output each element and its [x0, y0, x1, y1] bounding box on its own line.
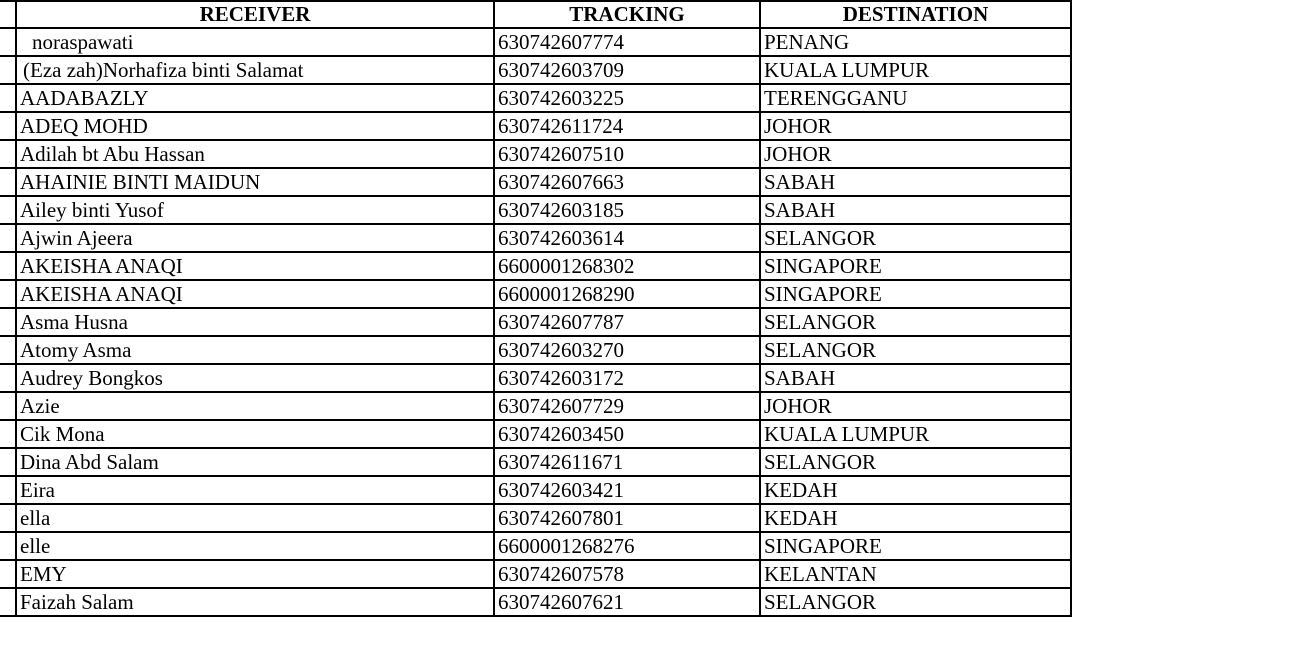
header-row	[0, 1, 1071, 28]
receiver-cell: noraspawati	[16, 28, 494, 56]
tracking-cell: 6600001268276	[494, 532, 760, 560]
receiver-cell: Azie	[16, 392, 494, 420]
destination-cell: SELANGOR	[760, 588, 1071, 616]
row-stub-cell	[0, 336, 16, 364]
row-stub-cell	[0, 504, 16, 532]
row-stub-cell	[0, 196, 16, 224]
receiver-cell: AKEISHA ANAQI	[16, 280, 494, 308]
table-row	[0, 532, 1071, 560]
destination-cell: KEDAH	[760, 504, 1071, 532]
table-row	[0, 392, 1071, 420]
row-stub-cell	[0, 140, 16, 168]
table-row	[0, 504, 1071, 532]
destination-cell: SINGAPORE	[760, 532, 1071, 560]
tracking-cell: 630742603614	[494, 224, 760, 252]
tracking-cell: 630742607621	[494, 588, 760, 616]
table-row	[0, 280, 1071, 308]
tracking-cell: 630742607510	[494, 140, 760, 168]
tracking-cell: 630742611671	[494, 448, 760, 476]
row-stub-cell	[0, 588, 16, 616]
destination-cell: SABAH	[760, 364, 1071, 392]
receiver-cell: ADEQ MOHD	[16, 112, 494, 140]
receiver-cell: (Eza zah)Norhafiza binti Salamat	[16, 56, 494, 84]
row-stub-cell	[0, 392, 16, 420]
receiver-cell: EMY	[16, 560, 494, 588]
tracking-cell: 630742607801	[494, 504, 760, 532]
row-stub-cell	[0, 224, 16, 252]
row-stub-cell	[0, 28, 16, 56]
row-stub-cell	[0, 364, 16, 392]
tracking-cell: 6600001268290	[494, 280, 760, 308]
tracking-cell: 630742603421	[494, 476, 760, 504]
table-row	[0, 364, 1071, 392]
destination-cell: SINGAPORE	[760, 252, 1071, 280]
receiver-cell: Faizah Salam	[16, 588, 494, 616]
destination-cell: SELANGOR	[760, 224, 1071, 252]
receiver-cell: AHAINIE BINTI MAIDUN	[16, 168, 494, 196]
receiver-cell: Eira	[16, 476, 494, 504]
tracking-cell: 630742603185	[494, 196, 760, 224]
destination-cell: JOHOR	[760, 140, 1071, 168]
destination-cell: JOHOR	[760, 112, 1071, 140]
destination-cell: SELANGOR	[760, 448, 1071, 476]
destination-cell: KELANTAN	[760, 560, 1071, 588]
table-row	[0, 28, 1071, 56]
destination-cell: TERENGGANU	[760, 84, 1071, 112]
receiver-cell: AKEISHA ANAQI	[16, 252, 494, 280]
table-row	[0, 560, 1071, 588]
table-row	[0, 84, 1071, 112]
destination-cell: SELANGOR	[760, 336, 1071, 364]
row-stub-cell	[0, 280, 16, 308]
destination-cell: KUALA LUMPUR	[760, 56, 1071, 84]
row-stub-cell	[0, 252, 16, 280]
receiver-cell: Audrey Bongkos	[16, 364, 494, 392]
tracking-cell: 630742603709	[494, 56, 760, 84]
table-row	[0, 448, 1071, 476]
table-row	[0, 308, 1071, 336]
table-row	[0, 476, 1071, 504]
row-stub-header	[0, 1, 16, 28]
destination-cell: SELANGOR	[760, 308, 1071, 336]
receiver-cell: elle	[16, 532, 494, 560]
tracking-cell: 630742611724	[494, 112, 760, 140]
row-stub-cell	[0, 168, 16, 196]
receiver-cell: Dina Abd Salam	[16, 448, 494, 476]
row-stub-cell	[0, 56, 16, 84]
row-stub-cell	[0, 448, 16, 476]
receiver-cell: ella	[16, 504, 494, 532]
table-row	[0, 112, 1071, 140]
receiver-cell: Asma Husna	[16, 308, 494, 336]
receiver-cell: AADABAZLY	[16, 84, 494, 112]
tracking-cell: 6600001268302	[494, 252, 760, 280]
tracking-cell: 630742607729	[494, 392, 760, 420]
tracking-cell: 630742603225	[494, 84, 760, 112]
receiver-cell: Ailey binti Yusof	[16, 196, 494, 224]
table-row	[0, 168, 1071, 196]
table-row	[0, 224, 1071, 252]
table-row	[0, 252, 1071, 280]
destination-cell: PENANG	[760, 28, 1071, 56]
receiver-cell: Ajwin Ajeera	[16, 224, 494, 252]
row-stub-cell	[0, 476, 16, 504]
row-stub-cell	[0, 532, 16, 560]
header-receiver: RECEIVER	[16, 1, 494, 28]
table-row	[0, 336, 1071, 364]
table-row	[0, 588, 1071, 616]
tracking-cell: 630742603172	[494, 364, 760, 392]
table-row	[0, 140, 1071, 168]
table-row	[0, 56, 1071, 84]
destination-cell: KEDAH	[760, 476, 1071, 504]
tracking-cell: 630742607774	[494, 28, 760, 56]
tracking-cell: 630742607578	[494, 560, 760, 588]
destination-cell: SINGAPORE	[760, 280, 1071, 308]
table-row	[0, 420, 1071, 448]
tracking-cell: 630742607663	[494, 168, 760, 196]
row-stub-cell	[0, 420, 16, 448]
row-stub-cell	[0, 560, 16, 588]
tracking-cell: 630742603270	[494, 336, 760, 364]
table-row	[0, 196, 1071, 224]
destination-cell: SABAH	[760, 168, 1071, 196]
receiver-cell: Adilah bt Abu Hassan	[16, 140, 494, 168]
receiver-cell: Atomy Asma	[16, 336, 494, 364]
destination-cell: SABAH	[760, 196, 1071, 224]
receiver-cell: Cik Mona	[16, 420, 494, 448]
header-tracking: TRACKING	[494, 1, 760, 28]
tracking-cell: 630742607787	[494, 308, 760, 336]
row-stub-cell	[0, 112, 16, 140]
destination-cell: JOHOR	[760, 392, 1071, 420]
destination-cell: KUALA LUMPUR	[760, 420, 1071, 448]
row-stub-cell	[0, 84, 16, 112]
tracking-cell: 630742603450	[494, 420, 760, 448]
header-destination: DESTINATION	[760, 1, 1071, 28]
row-stub-cell	[0, 308, 16, 336]
